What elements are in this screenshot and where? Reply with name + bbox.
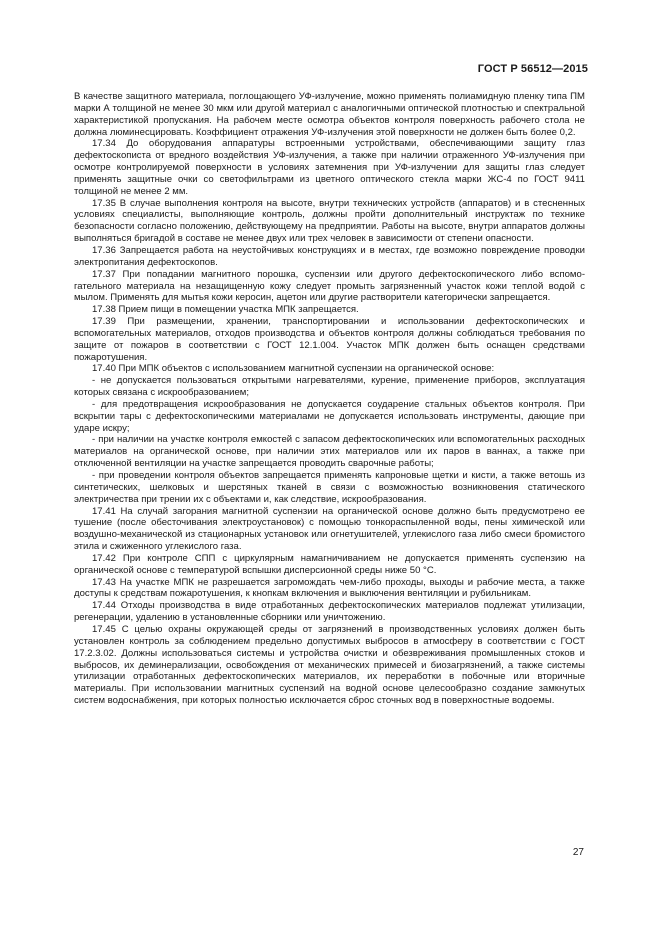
paragraph-17-40: 17.40 При МПК объектов с использованием магнитной суспензии на органической основе: (92, 363, 495, 375)
paragraph-protective-material: В качестве защитного материала, поглощающего УФ-излучение, можно применять полиамидную пленку типа ПМ марки А толщиной не менее 30 мкм или другой материал с аналогичными оптической плотностью и спектральной характеристикой пропускания. На рабочем месте осмотра объектов контроля поверхность рабочего стола не должна люминесцировать. Коэффициент отражения УФ-излучения этой поверхности не должен быть более 0,2. (74, 91, 585, 138)
paragraph-17-34: 17.34 До оборудования аппаратуры встроенными устройствами, обеспечивающими защиту глаз дефектоскописта от вредного воздействия УФ-излучения, а также при наличии отраженного УФ-излучения при осмотре контролируемой поверхности в условиях затемнения при УФ-излучении для защиты глаз следует применять защитные очки со светофильтрами из цветного оптического стекла марки ЖС-4 по ГОСТ 9411 толщиной не менее 2 мм. (74, 138, 585, 197)
paragraph-17-37: 17.37 При попадании магнитного порошка, суспензии или другого дефектоскопического либо вспомогательного материала на незащищенную кожу следует промыть загрязненный участок кожи теплой водой с мылом. Применять для мытья кожи керосин, ацетон или другие растворители категорически запрещается. (74, 268, 585, 304)
list-item-spark-prevention: - для предотвращения искрообразования не допускается соударение стальных объектов контроля. При вскрытии тары с дефектоскопическими материалами не допускается использовать инструменты, дающие при ударе искру; (74, 398, 585, 434)
paragraph-17-35: 17.35 В случае выполнения контроля на высоте, внутри технических устройств (аппаратов) и в стесненных условиях специалисты, выполняющие контроль, должны пройти дополнительный инструктаж по технике безопасности согласно положению, действующему на предприятии. Работы на высоте, внутри аппаратов должны выполняться бригадой в составе не менее двух или трех человек в зависимости от степени опасности. (74, 197, 585, 245)
paragraph-17-42: 17.42 При контроле СПП с циркулярным намагничиванием не допускается применять суспензию на органической основе с температурой вспышки дисперсионной среды ниже 50 °С. (74, 552, 585, 576)
page-number: 27 (572, 847, 584, 858)
list-item-brushes-ban: - при проведении контроля объектов запрещается применять капроновые щетки и кисти, а также ветошь из синтетических, шелковых и шерстяных тканей в связи с возможностью возникновения статического электричества при трении их с объектами и, как следствие, искрообразования. (74, 470, 585, 505)
paragraph-17-45: 17.45 С целью охраны окружающей среды от загрязнений в производственных условиях должен быть установлен контроль за соблюдением предельно допустимых выбросов в атмосферу в соответствии с ГОСТ 17.2.3.02. Должны использоваться системы и устройства очистки и обезвреживания промышленных стоков и выбросов, их деминерализации, освобождения от механических примесей и биозагрязнений, а также системы утилизации отработанных дефектоскопических материалов, их переработки в побочные или вторичные материалы. При использовании магнитных суспензий на водной основе целесообразно создание замкнутых систем водоснабжения, при которых полностью исключается сброс сточных вод в поверхностные водоемы. (74, 623, 585, 707)
paragraph-17-38: 17.38 Прием пищи в помещении участка МПК запрещается. (92, 304, 359, 316)
paragraph-17-44: 17.44 Отходы производства в виде отработанных дефектоскопических материалов подлежат утилизации, регенерации, удалению в установленные сборники или уничтожению. (74, 600, 585, 624)
document-body (74, 91, 585, 707)
paragraph-17-41: 17.41 На случай загорания магнитной суспензии на органической основе должно быть предусмотрено ее тушение (после обесточивания электроустановок) с помощью тонкораспыленной воды, пены химической или воздушно-механической из стационарных установок или огнетушителей, углекислого газа либо смеси бромистого этила и сжиженного углекислого газа. (74, 505, 585, 553)
paragraph-17-39: 17.39 При размещении, хранении, транспортировании и использовании дефектоскопических и вспомогательных материалов, отходов производства и объектов контроля должны соблюдаться требования по защите от пожаров в соответствии с ГОСТ 12.1.004. Участок МПК должен быть оснащен средствами пожаротушения. (74, 316, 585, 363)
list-item-welding-ban: - при наличии на участке контроля емкостей с запасом дефектоскопических или вспомогательных расходных материалов на органической основе, при наличии этих материалов или их паров в ваннах, а также при отключенной вентиляции на участке запрещается проводить сварочные работы; (74, 434, 585, 470)
list-item-open-heaters: - не допускается пользоваться открытыми нагревателями, курение, применение приборов, эксплуатация которых связана с искрообразованием; (74, 375, 585, 399)
paragraph-17-43: 17.43 На участке МПК не разрешается загромождать чем-либо проходы, выходы и рабочие места, а также доступы к средствам пожаротушения, к кнопкам включения и выключения вентиляции и рубильникам. (74, 576, 585, 600)
document-header-standard: ГОСТ Р 56512—2015 (477, 63, 588, 75)
paragraph-17-36: 17.36 Запрещается работа на неустойчивых конструкциях и в местах, где возможно повреждение проводки электропитания дефектоскопов. (74, 244, 585, 268)
